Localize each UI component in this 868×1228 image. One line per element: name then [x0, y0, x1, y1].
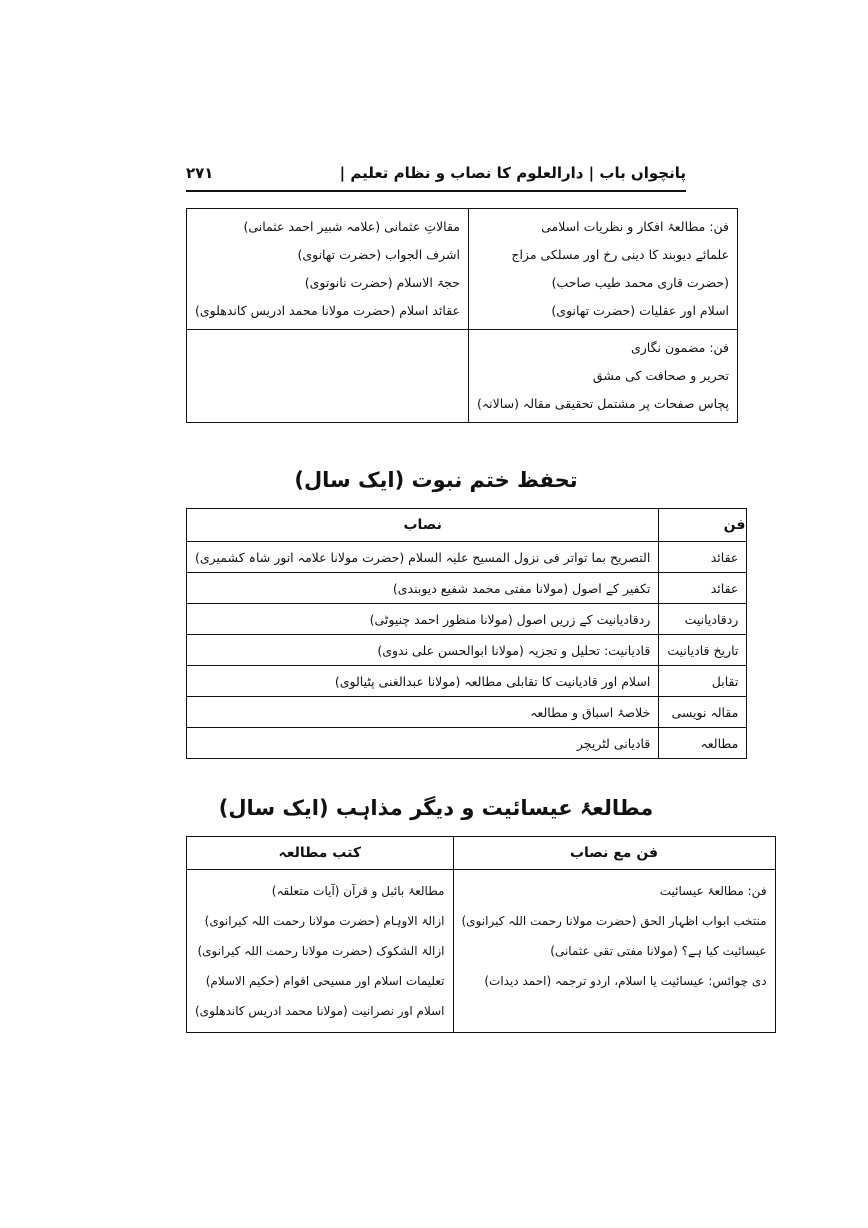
table-header-row	[187, 509, 747, 542]
list-item: ازالۃ الاوہام (حضرت مولانا رحمت اللہ کیرانوی)	[204, 914, 445, 928]
table-cell: قادیانی لٹریچر	[187, 728, 659, 759]
table-cell	[468, 209, 737, 330]
table-cell	[187, 209, 469, 330]
list-item: ازالۃ الشکوک (حضرت مولانا رحمت اللہ کیرانوی)	[197, 944, 445, 958]
page-number: ۲۷۱	[186, 164, 214, 182]
table-cell: ردقادیانیت	[659, 604, 747, 635]
chapter-title: پانچواں باب | دارالعلوم کا نصاب و نظام تعلیم |	[339, 164, 686, 182]
column-header: کتب مطالعہ	[187, 837, 454, 870]
header-rule	[186, 190, 686, 192]
table-cell	[453, 870, 775, 1033]
section-title: مطالعۂ عیسائیت و دیگر مذاہب (ایک سال)	[218, 796, 654, 820]
list-item: اشرف الجواب (حضرت تھانوی)	[297, 247, 460, 262]
table-row	[187, 635, 747, 666]
table-row	[187, 573, 747, 604]
table-cell: قادیانیت: تحلیل و تجزیہ (مولانا ابوالحسن علی ندوی)	[187, 635, 659, 666]
table-row	[187, 604, 747, 635]
list-item: مطالعۂ بائبل و قرآن (آیات متعلقہ)	[271, 884, 445, 898]
table-cell	[187, 870, 454, 1033]
table-row	[187, 209, 738, 330]
column-header: فن مع نصاب	[453, 837, 775, 870]
list-item: حجۃ الاسلام (حضرت نانوتوی)	[304, 275, 460, 290]
list-item: مقالاتِ عثمانی (علامہ شبیر احمد عثمانی)	[243, 219, 460, 234]
table-row	[187, 728, 747, 759]
list-item: تحریر و صحافت کی مشق	[592, 368, 730, 383]
list-item: فن: مضمون نگاری	[630, 340, 730, 355]
list-item: (حضرت قاری محمد طیب صاحب)	[551, 275, 730, 290]
list-item: عقائد اسلام (حضرت مولانا محمد ادریس کاندھلوی)	[195, 303, 460, 318]
christianity-table	[186, 836, 776, 1033]
list-item: فن: مطالعۂ عیسائیت	[659, 884, 767, 898]
table-cell	[468, 330, 737, 423]
table-cell: مطالعہ	[659, 728, 747, 759]
table-row	[187, 542, 747, 573]
column-header: فن	[659, 509, 747, 542]
table-cell: تاریخ قادیانیت	[659, 635, 747, 666]
list-item: پچاس صفحات پر مشتمل تحقیقی مقالہ (سالانہ)	[476, 396, 730, 411]
table-row	[187, 666, 747, 697]
table-cell: التصریح بما تواتر فی نزول المسیح علیہ السلام (حضرت مولانا علامہ انور شاہ کشمیری)	[187, 542, 659, 573]
table-cell: اسلام اور قادیانیت کا تقابلی مطالعہ (مولانا عبدالغنی پٹیالوی)	[187, 666, 659, 697]
list-item: اسلام اور عقلیات (حضرت تھانوی)	[551, 303, 730, 318]
section-title: تحفظ ختم نبوت (ایک سال)	[294, 468, 578, 492]
list-item: تعلیمات اسلام اور مسیحی اقوام (حکیم الاسلام)	[205, 974, 445, 988]
table-header-row	[187, 837, 776, 870]
table-cell: خلاصۂ اسباق و مطالعہ	[187, 697, 659, 728]
table-row	[187, 870, 776, 1033]
column-header: نصاب	[187, 509, 659, 542]
running-header	[186, 162, 686, 188]
table-cell: عقائد	[659, 542, 747, 573]
courses-table-1	[186, 208, 738, 423]
table-cell: مقالہ نویسی	[659, 697, 747, 728]
list-item: علمائے دیوبند کا دینی رخ اور مسلکی مزاج	[511, 247, 730, 262]
table-cell: ردقادیانیت کے زریں اصول (مولانا منظور احمد چنیوٹی)	[187, 604, 659, 635]
table-row	[187, 330, 738, 423]
list-item: عیسائیت کیا ہے؟ (مولانا مفتی تقی عثمانی)	[550, 944, 767, 958]
table-cell: عقائد	[659, 573, 747, 604]
list-item: فن: مطالعۂ افکار و نظریات اسلامی	[541, 219, 730, 234]
list-item: منتخب ابواب اظہار الحق (حضرت مولانا رحمت اللہ کیرانوی)	[461, 914, 767, 928]
list-item: دی چوائس: عیسائیت یا اسلام، اردو ترجمہ (احمد دیدات)	[484, 974, 767, 988]
table-cell-empty	[187, 330, 469, 423]
table-row	[187, 697, 747, 728]
khatm-e-nubuwwat-table	[186, 508, 747, 759]
table-cell: تقابل	[659, 666, 747, 697]
list-item: اسلام اور نصرانیت (مولانا محمد ادریس کاندھلوی)	[195, 1004, 445, 1018]
table-cell: تکفیر کے اصول (مولانا مفتی محمد شفیع دیوبندی)	[187, 573, 659, 604]
